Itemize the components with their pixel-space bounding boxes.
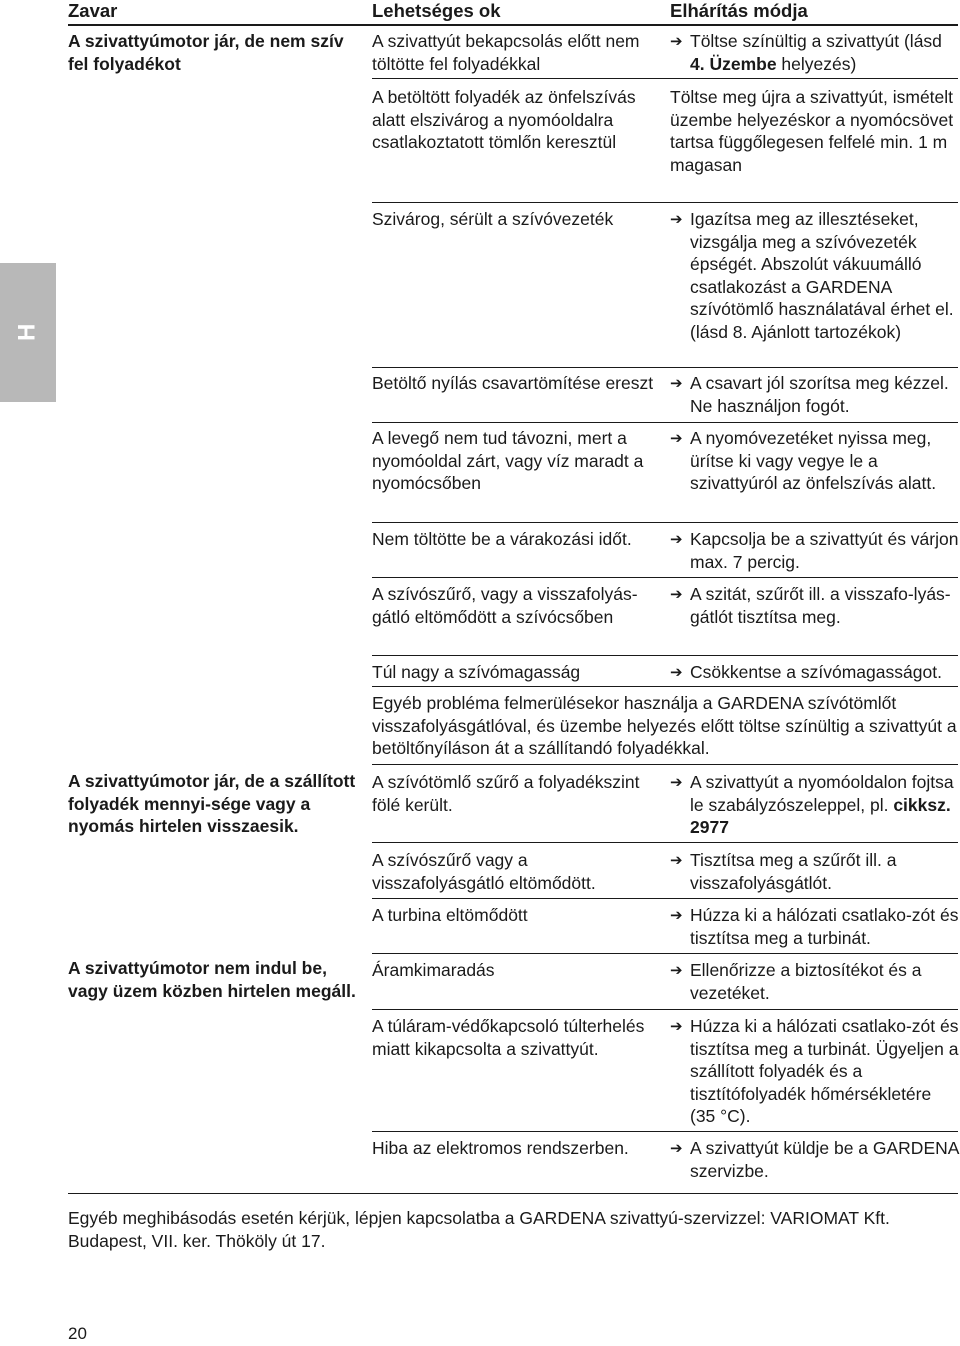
row-divider (372, 577, 958, 578)
row-divider (372, 1009, 958, 1010)
row-divider (372, 655, 958, 656)
cause-text: A szívószűrő, vagy a visszafolyás-gátló eltömődött a szívócsőben (372, 584, 638, 627)
footer-rule (68, 1193, 958, 1194)
fix-text: ➔ Húzza ki a hálózati csatlako-zót és tisztítsa meg a turbinát. Ügyeljen a szállított folyadék és a tisztítófolyadék hőmérsékletére (35 °C). (670, 1015, 960, 1128)
cause-text: Áramkimaradás (372, 960, 495, 980)
cause-text: A szívószűrő vagy a visszafolyásgátló eltömődött. (372, 850, 596, 893)
header-rule (68, 24, 958, 26)
fix-text: ➔ Igazítsa meg az illesztéseket, vizsgálja meg a szívóvezeték épségét. Abszolút vákuumálló csatlakozást a GARDENA szívótömlő használatával érhet el. (lásd 8. Ajánlott tartozékok) (670, 208, 960, 344)
fix-text: ➔ Húzza ki a hálózati csatlako-zót és tisztítsa meg a turbinát. (670, 904, 960, 949)
row-divider (372, 953, 958, 954)
fix-text: ➔ A szitát, szűrőt ill. a visszafo-lyás-gátlót tisztítsa meg. (670, 583, 960, 628)
cause-text: A betöltött folyadék az önfelszívás alatt elszivárog a nyomóoldalra csatlakoztatott tömlőn keresztül (372, 87, 636, 153)
cause-text: A szivattyút bekapcsolás előtt nem töltötte fel folyadékkal (372, 31, 640, 74)
cause-text: Túl nagy a szívómagasság (372, 662, 581, 682)
fix-text: ➔ A szivattyút küldje be a GARDENA szervizbe. (670, 1137, 960, 1182)
row-divider (372, 842, 958, 843)
row-divider (372, 202, 958, 203)
footer-text: Egyéb meghibásodás esetén kérjük, lépjen kapcsolatba a GARDENA szivattyú-szervizzel: VARIOMAT Kft. Budapest, VII. ker. Thököly út 17. (68, 1208, 890, 1251)
fix-text: ➔ Töltse színültig a szivattyút (lásd 4. Üzembe helyezés) (670, 30, 960, 75)
page-number: 20 (68, 1324, 87, 1343)
row-divider (372, 1131, 958, 1132)
cause-text: A levegő nem tud távozni, mert a nyomóoldal zárt, vagy víz maradt a nyomócsőben (372, 428, 644, 494)
row-divider (372, 367, 958, 368)
fix-text: ➔ A csavart jól szorítsa meg kézzel. Ne használjon fogót. (670, 372, 960, 417)
row-divider (372, 686, 958, 687)
cause-text: Betöltő nyílás csavartömítése ereszt (372, 373, 654, 393)
fix-text: ➔ A szivattyút a nyomóoldalon fojtsa le szabályzószeleppel, pl. cikksz. 2977 (670, 771, 960, 839)
row-divider (372, 522, 958, 523)
fix-text: ➔ Ellenőrizze a biztosítékot és a vezetéket. (670, 959, 960, 1004)
cause-text: A szívótömlő szűrő a folyadékszint fölé került. (372, 772, 640, 815)
problem-3: A szivattyúmotor nem indul be, vagy üzem közben hirtelen megáll. (68, 958, 356, 1001)
row-divider (372, 422, 958, 423)
fix-text: ➔ A nyomóvezetéket nyissa meg, ürítse ki vagy vegye le a szivattyúról az önfelszívás alatt. (670, 427, 960, 495)
fix-text: ➔ Kapcsolja be a szivattyút és várjon max. 7 percig. (670, 528, 960, 573)
cause-text: A turbina eltömődött (372, 905, 528, 925)
fix-text: ➔ Csökkentse a szívómagasságot. (670, 661, 960, 684)
problem-1: A szivattyúmotor jár, de nem szív fel folyadékot (68, 31, 344, 74)
header-lehetseges-ok: Lehetséges ok (372, 0, 501, 21)
language-tab: H (0, 263, 56, 402)
cause-text: Nem töltötte be a várakozási időt. (372, 529, 632, 549)
row-divider (372, 78, 958, 79)
cause-text: Szivárog, sérült a szívóvezeték (372, 209, 614, 229)
note-text: Egyéb probléma felmerülésekor használja a GARDENA szívótömlőt visszafolyásgátlóval, és üzembe helyezés előtt töltse színültig a szivattyút a betöltőnyíláson át a szállítandó folyadékkal. (372, 693, 957, 759)
cause-text: Hiba az elektromos rendszerben. (372, 1138, 629, 1158)
header-zavar: Zavar (68, 0, 118, 21)
cause-text: A túláram-védőkapcsoló túlterhelés miatt kikapcsolta a szivattyút. (372, 1016, 645, 1059)
header-elharitas: Elhárítás módja (670, 0, 808, 21)
fix-text: ➔ Tisztítsa meg a szűrőt ill. a visszafolyásgátlót. (670, 849, 960, 894)
row-divider (372, 764, 958, 765)
problem-2: A szivattyúmotor jár, de a szállított folyadék mennyi-sége vagy a nyomás hirtelen visszaesik. (68, 771, 356, 837)
row-divider (372, 898, 958, 899)
fix-text: Töltse meg újra a szivattyút, ismételt üzembe helyezéskor a nyomócsövet tartsa függőlegesen felfelé min. 1 m magasan (670, 87, 954, 175)
